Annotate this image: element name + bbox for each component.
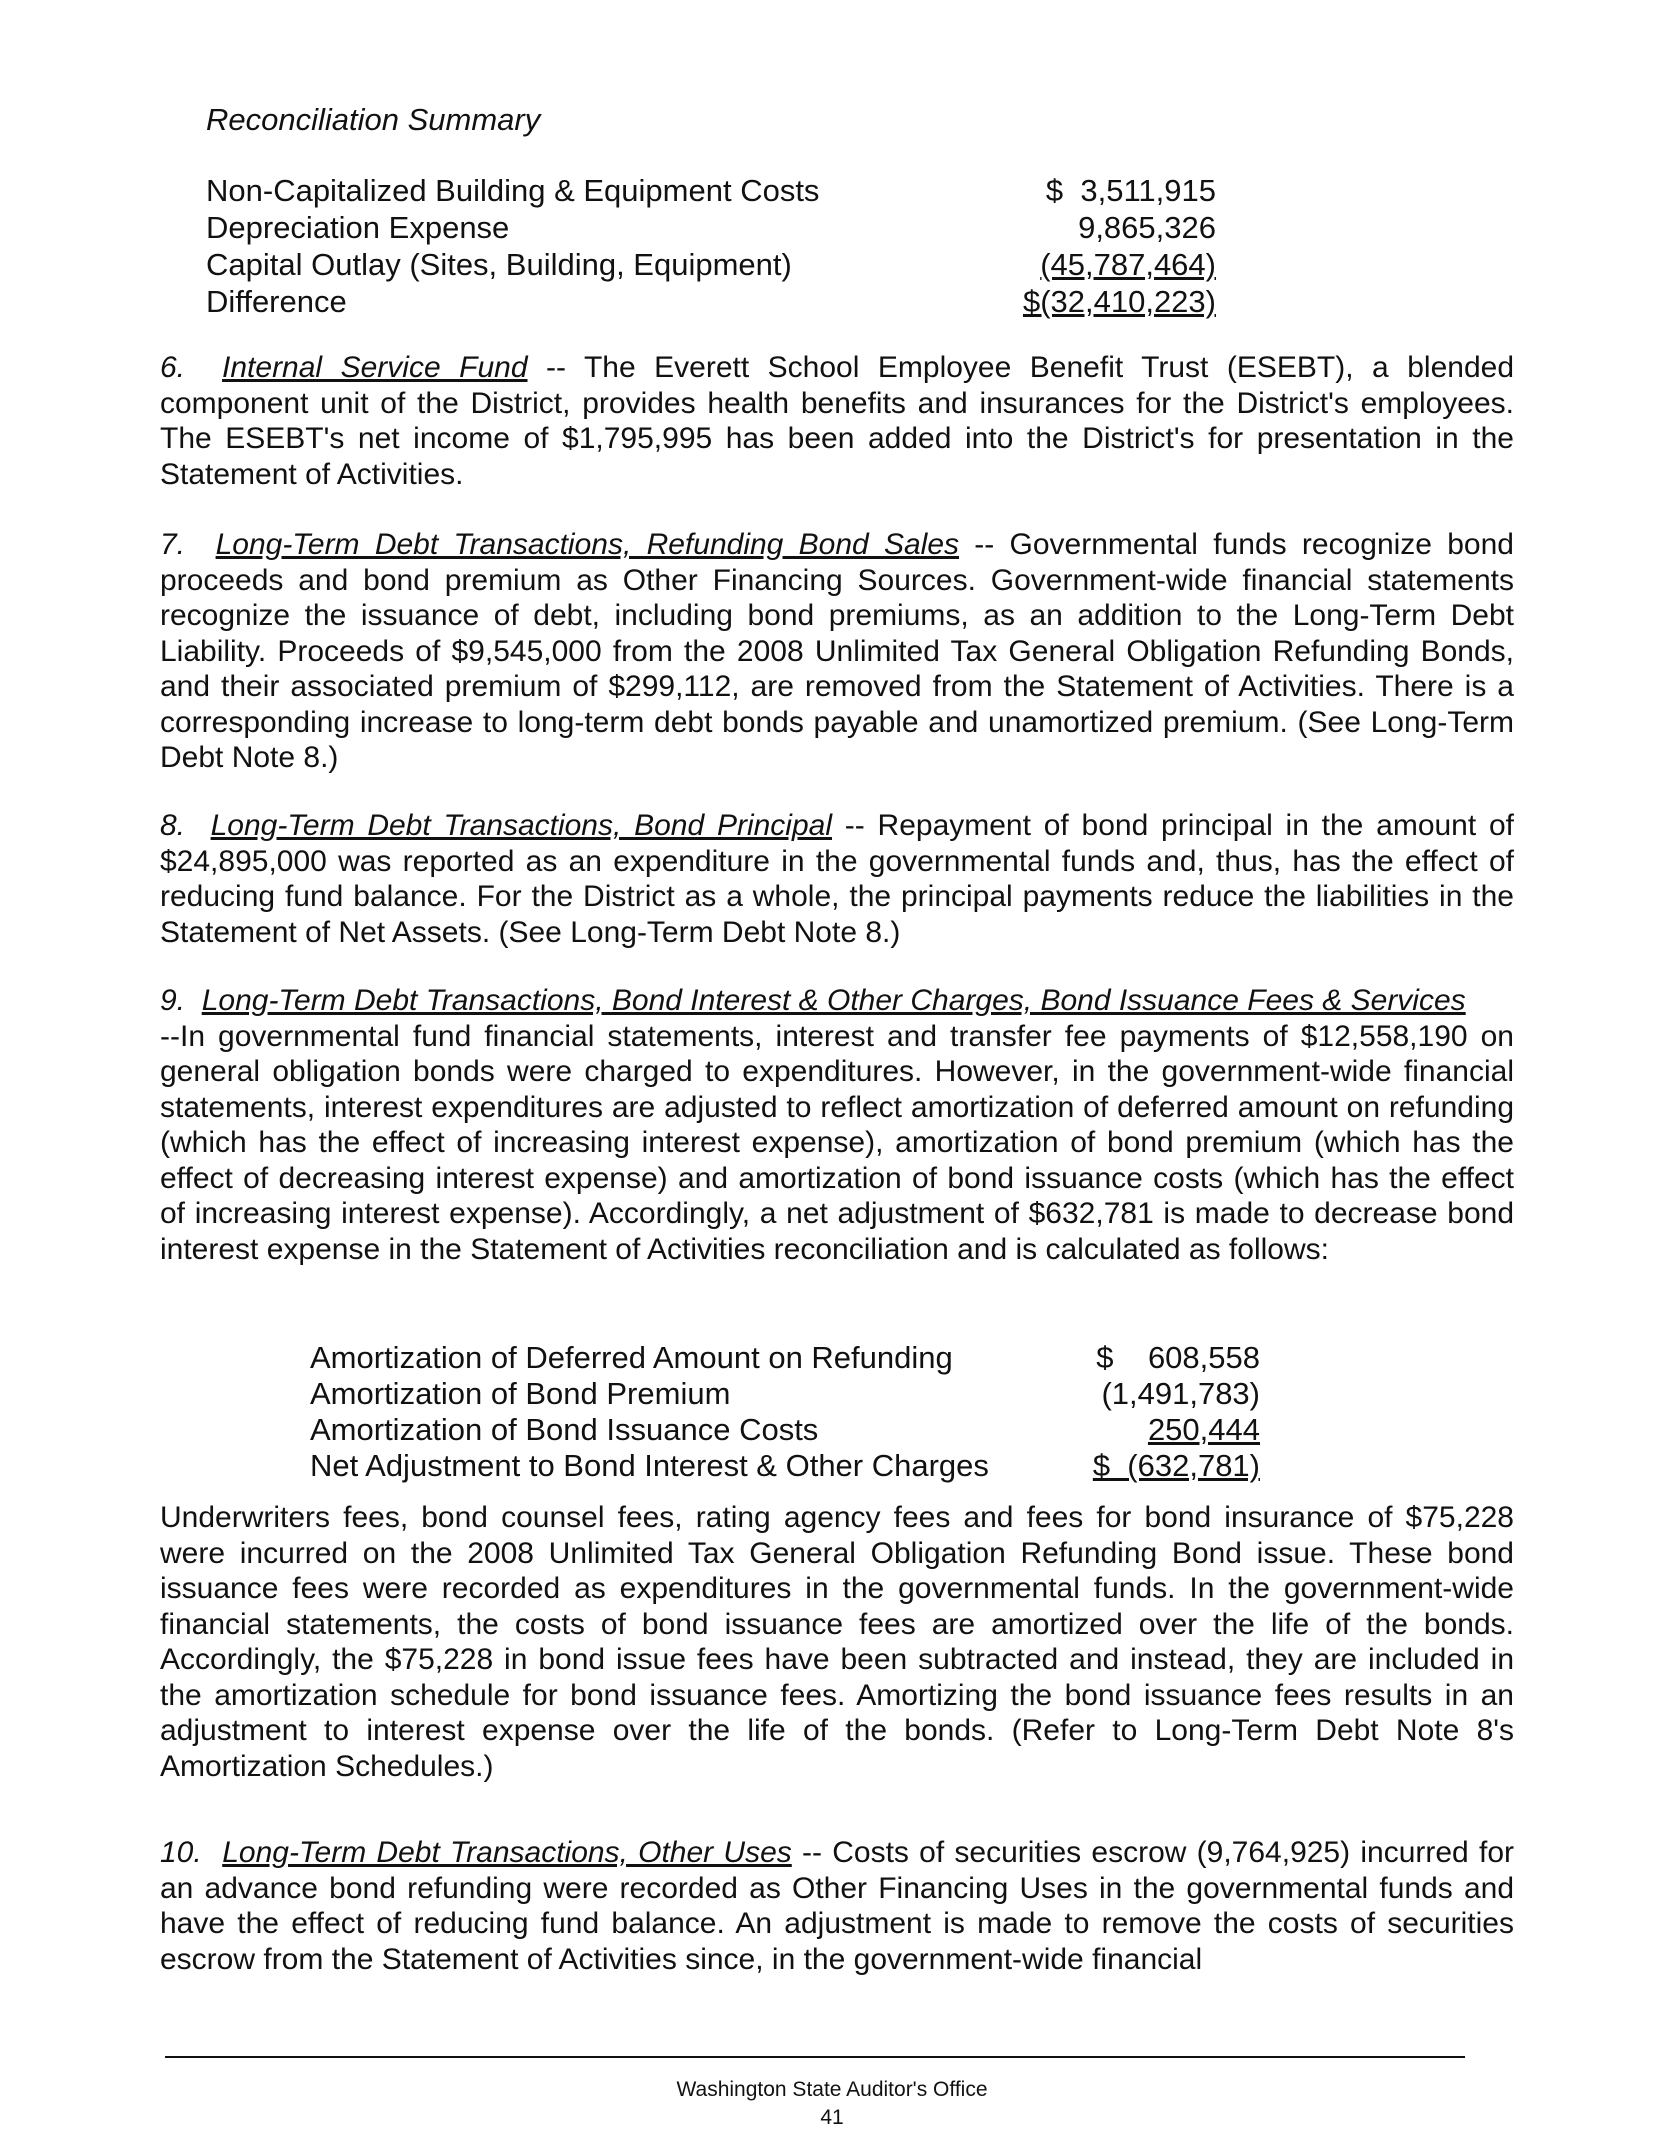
note-body: -- Costs of securities escrow (9,764,925) incurred for an advance bond refunding were recorded as Other Financing Uses in the governmental funds and have the effect of reducing fund balance. An adjustment is made to remove the costs of securities escrow from the Statement of Activities since, in the government-wide financial	[160, 1836, 1514, 1976]
table-row	[310, 1448, 1260, 1484]
underlined-value: 250,444	[1147, 1412, 1260, 1447]
row-label: Amortization of Bond Premium	[310, 1376, 731, 1411]
footer-divider	[165, 2056, 1465, 2058]
note-body: -- Repayment of bond principal in the amount of $24,895,000 was reported as an expenditure in the governmental funds and, thus, has the effect of reducing fund balance. For the District as a whole, the principal payments reduce the liabilities in the Statement of Net Assets. (See Long-Term Debt Note 8.)	[160, 809, 1515, 949]
row-label: Amortization of Bond Issuance Costs	[310, 1412, 819, 1447]
row-label: Capital Outlay (Sites, Building, Equipment)	[206, 247, 792, 282]
note-10-paragraph	[160, 1835, 1514, 1977]
table-row	[206, 209, 1216, 246]
table-row	[206, 172, 1216, 209]
row-value: $ 608,558	[1096, 1340, 1260, 1375]
row-value	[986, 246, 1216, 283]
note-body: -- The Everett School Employee Benefit Trust (ESEBT), a blended component unit of the District, provides health benefits and insurances for the District's employees. The ESEBT's net income of $1,795,995 has been added into the District's for presentation in the Statement of Activities.	[160, 351, 1515, 491]
table-row	[310, 1340, 1260, 1376]
note-title: Long-Term Debt Transactions, Bond Principal	[210, 809, 832, 842]
note-number: 7.	[160, 528, 186, 561]
note-number: 8.	[160, 809, 186, 842]
footer-office-name: Washington State Auditor's Office	[676, 2078, 988, 2101]
note-7-paragraph	[160, 527, 1514, 776]
row-label: Difference	[206, 284, 347, 319]
note-body: --In governmental fund financial statements, interest and transfer fee payments of $12,558,190 on general obligation bonds were charged to expenditures. However, in the government-wide financial statements, interest expenditures are adjusted to reflect amortization of deferred amount on refunding (which has the effect of increasing interest expense), amortization of bond premium (which has the effect of decreasing interest expense) and amortization of bond issuance costs (which has the effect of increasing interest expense). Accordingly, a net adjustment of $632,781 is made to decrease bond interest expense in the Statement of Activities reconciliation and is calculated as follows:	[160, 1019, 1514, 1266]
note-9-paragraph	[160, 983, 1514, 1267]
row-value	[986, 283, 1216, 320]
underwriters-fees-paragraph: Underwriters fees, bond counsel fees, rating agency fees and fees for bond insurance of $75,228 were incurred on the 2008 Unlimited Tax General Obligation Refunding Bond issue. These bond issuance fees were recorded as expenditures in the governmental funds. In the government-wide financial statements, the costs of bond issuance fees are amortized over the life of the bonds. Accordingly, the $75,228 in bond issue fees have been subtracted and instead, they are included in the amortization schedule for bond issuance fees. Amortizing the bond issuance fees results in an adjustment to interest expense over the life of the bonds. (Refer to Long-Term Debt Note 8's Amortization Schedules.)	[160, 1501, 1514, 1783]
table-row	[310, 1376, 1260, 1412]
note-number: 10.	[160, 1836, 202, 1869]
row-label: Amortization of Deferred Amount on Refunding	[310, 1340, 953, 1375]
table-row	[310, 1412, 1260, 1448]
note-title: Internal Service Fund	[222, 351, 528, 384]
note-number: 6.	[160, 351, 186, 384]
underlined-value: (45,787,464)	[1040, 247, 1216, 282]
note-number: 9.	[160, 984, 186, 1017]
row-label: Depreciation Expense	[206, 210, 510, 245]
reconciliation-summary-heading: Reconciliation Summary	[206, 102, 541, 137]
page-number: 41	[820, 2106, 844, 2129]
note-title: Long-Term Debt Transactions, Refunding Bond Sales	[215, 528, 960, 561]
reconciliation-summary-table	[206, 172, 1216, 320]
note-6-paragraph	[160, 350, 1514, 492]
table-row	[206, 283, 1216, 320]
row-value: $ 3,511,915	[1045, 173, 1216, 208]
note-8-paragraph	[160, 808, 1514, 950]
underlined-total: $(32,410,223)	[1022, 284, 1216, 319]
row-value: 9,865,326	[1078, 210, 1216, 245]
note-title: Long-Term Debt Transactions, Bond Interest & Other Charges, Bond Issuance Fees & Services	[201, 984, 1466, 1017]
row-value: (1,491,783)	[1101, 1376, 1260, 1411]
row-label: Non-Capitalized Building & Equipment Costs	[206, 173, 820, 208]
table-row	[206, 246, 1216, 283]
underlined-total: $ (632,781)	[1092, 1448, 1260, 1483]
row-value	[1045, 1448, 1260, 1484]
note-body: -- Governmental funds recognize bond proceeds and bond premium as Other Financing Sources. Government-wide financial statements recognize the issuance of debt, including bond premiums, as an addition to the Long-Term Debt Liability. Proceeds of $9,545,000 from the 2008 Unlimited Tax General Obligation Refunding Bonds, and their associated premium of $299,112, are removed from the Statement of Activities. There is a corresponding increase to long-term debt bonds payable and unamortized premium. (See Long-Term Debt Note 8.)	[160, 528, 1514, 774]
row-label: Net Adjustment to Bond Interest & Other Charges	[310, 1448, 989, 1483]
amortization-table	[310, 1340, 1260, 1484]
row-value	[1045, 1412, 1260, 1448]
note-title: Long-Term Debt Transactions, Other Uses	[222, 1836, 792, 1869]
